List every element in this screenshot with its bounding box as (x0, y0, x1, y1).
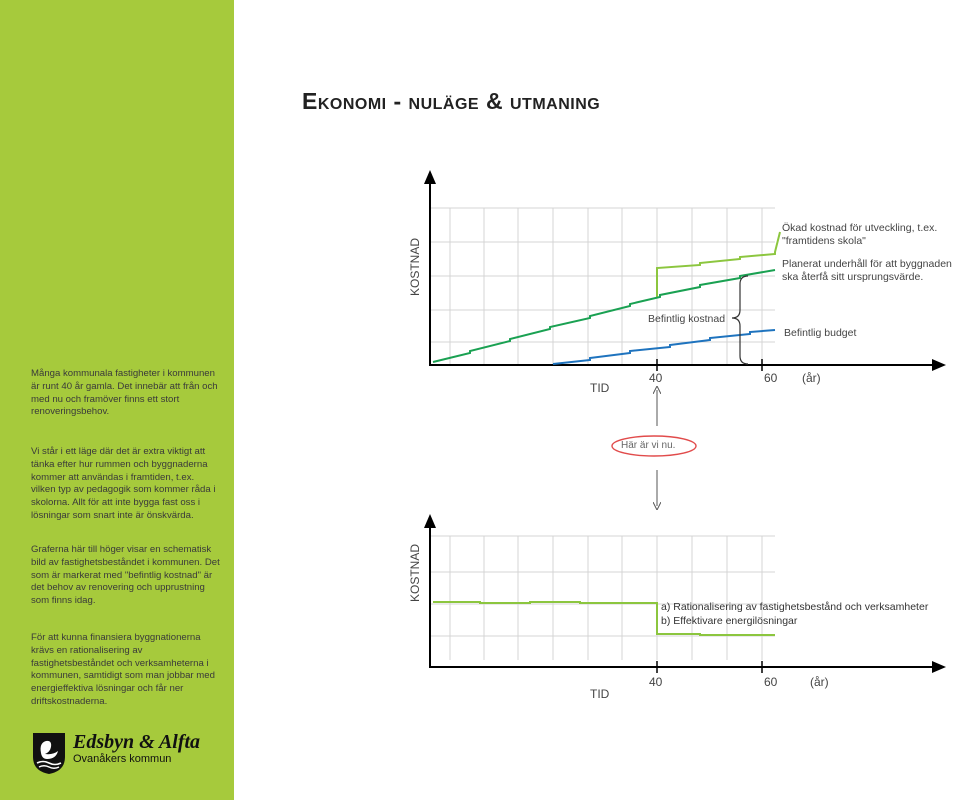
measures-list (661, 600, 960, 632)
annotation-existing-cost: Befintlig kostnad (648, 313, 726, 325)
bottom-x-tick-60: 60 (764, 675, 778, 689)
top-x-tick-60: 60 (764, 371, 778, 385)
top-chart-grid (430, 208, 775, 364)
measure-energy: b) Effektivare energilösningar (661, 615, 798, 627)
bottom-x-axis-arrow-icon (932, 661, 946, 673)
bottom-x-unit: (år) (810, 675, 829, 689)
sidebar-paragraph-age: Många kommunala fastigheter i kommunen är runt 40 år gamla. Det innebär att från och med nu och framöver finns ett stort renoveringsbehov. (31, 368, 218, 418)
logo-name: Edsbyn & Alfta (73, 731, 201, 753)
bottom-x-axis-label: TID (590, 687, 610, 701)
top-chart (408, 170, 960, 395)
legend-development-cost: Ökad kostnad för utveckling, t.ex. "framtidens skola" (782, 222, 938, 247)
callout-current-position: Här är vi nu. (621, 440, 676, 451)
top-x-tick-40: 40 (649, 371, 663, 385)
top-x-axis-arrow-icon (932, 359, 946, 371)
existing-cost-brace (732, 276, 748, 364)
legend-existing-budget: Befintlig budget (784, 327, 857, 339)
measure-rationalisation: a) Rationalisering av fastighetsbestånd och verksamheter (661, 601, 929, 613)
legend-planned-maintenance: Planerat underhåll för att byggnaden ska återfå sitt ursprungsvärde. (782, 258, 952, 283)
sidebar-paragraph-future: Vi står i ett läge där det är extra viktigt att tänka efter hur rummen och byggnaderna kommer att användas i framtiden, t.ex. vilken typ av pedagogik som kommer råda i skolorna. Allt för att inte bygga fast oss i lösningar som snart inte är önskvärda. (31, 446, 216, 521)
page-title: Ekonomi - nuläge & utmaning (302, 88, 601, 114)
top-x-unit: (år) (802, 371, 821, 385)
bottom-y-axis-arrow-icon (424, 514, 436, 528)
sidebar-paragraph-graphs: Graferna här till höger visar en schematisk bild av fastighetsbeståndet i kommunen. Det som är markerat med "befintlig kostnad" är det behov av renovering och upprustning som finns idag. (31, 544, 220, 607)
series-line-existing-budget (553, 330, 775, 364)
logo-subtitle: Ovanåkers kommun (73, 753, 172, 765)
bottom-chart-grid (430, 536, 775, 660)
top-x-axis-label: TID (590, 381, 610, 395)
bottom-y-axis-label: KOSTNAD (408, 543, 422, 602)
sidebar-paragraph-finance: För att kunna finansiera byggnationerna krävs en rationalisering av fastighetsbeståndet och verksamheterna i kommunen, samtidigt som man jobbar med energieffektiva lösningar och får ner driftskostnaderna. (31, 632, 215, 707)
bottom-x-tick-40: 40 (649, 675, 663, 689)
top-y-axis-arrow-icon (424, 170, 436, 184)
bottom-chart (408, 514, 960, 701)
top-y-axis-label: KOSTNAD (408, 237, 422, 296)
